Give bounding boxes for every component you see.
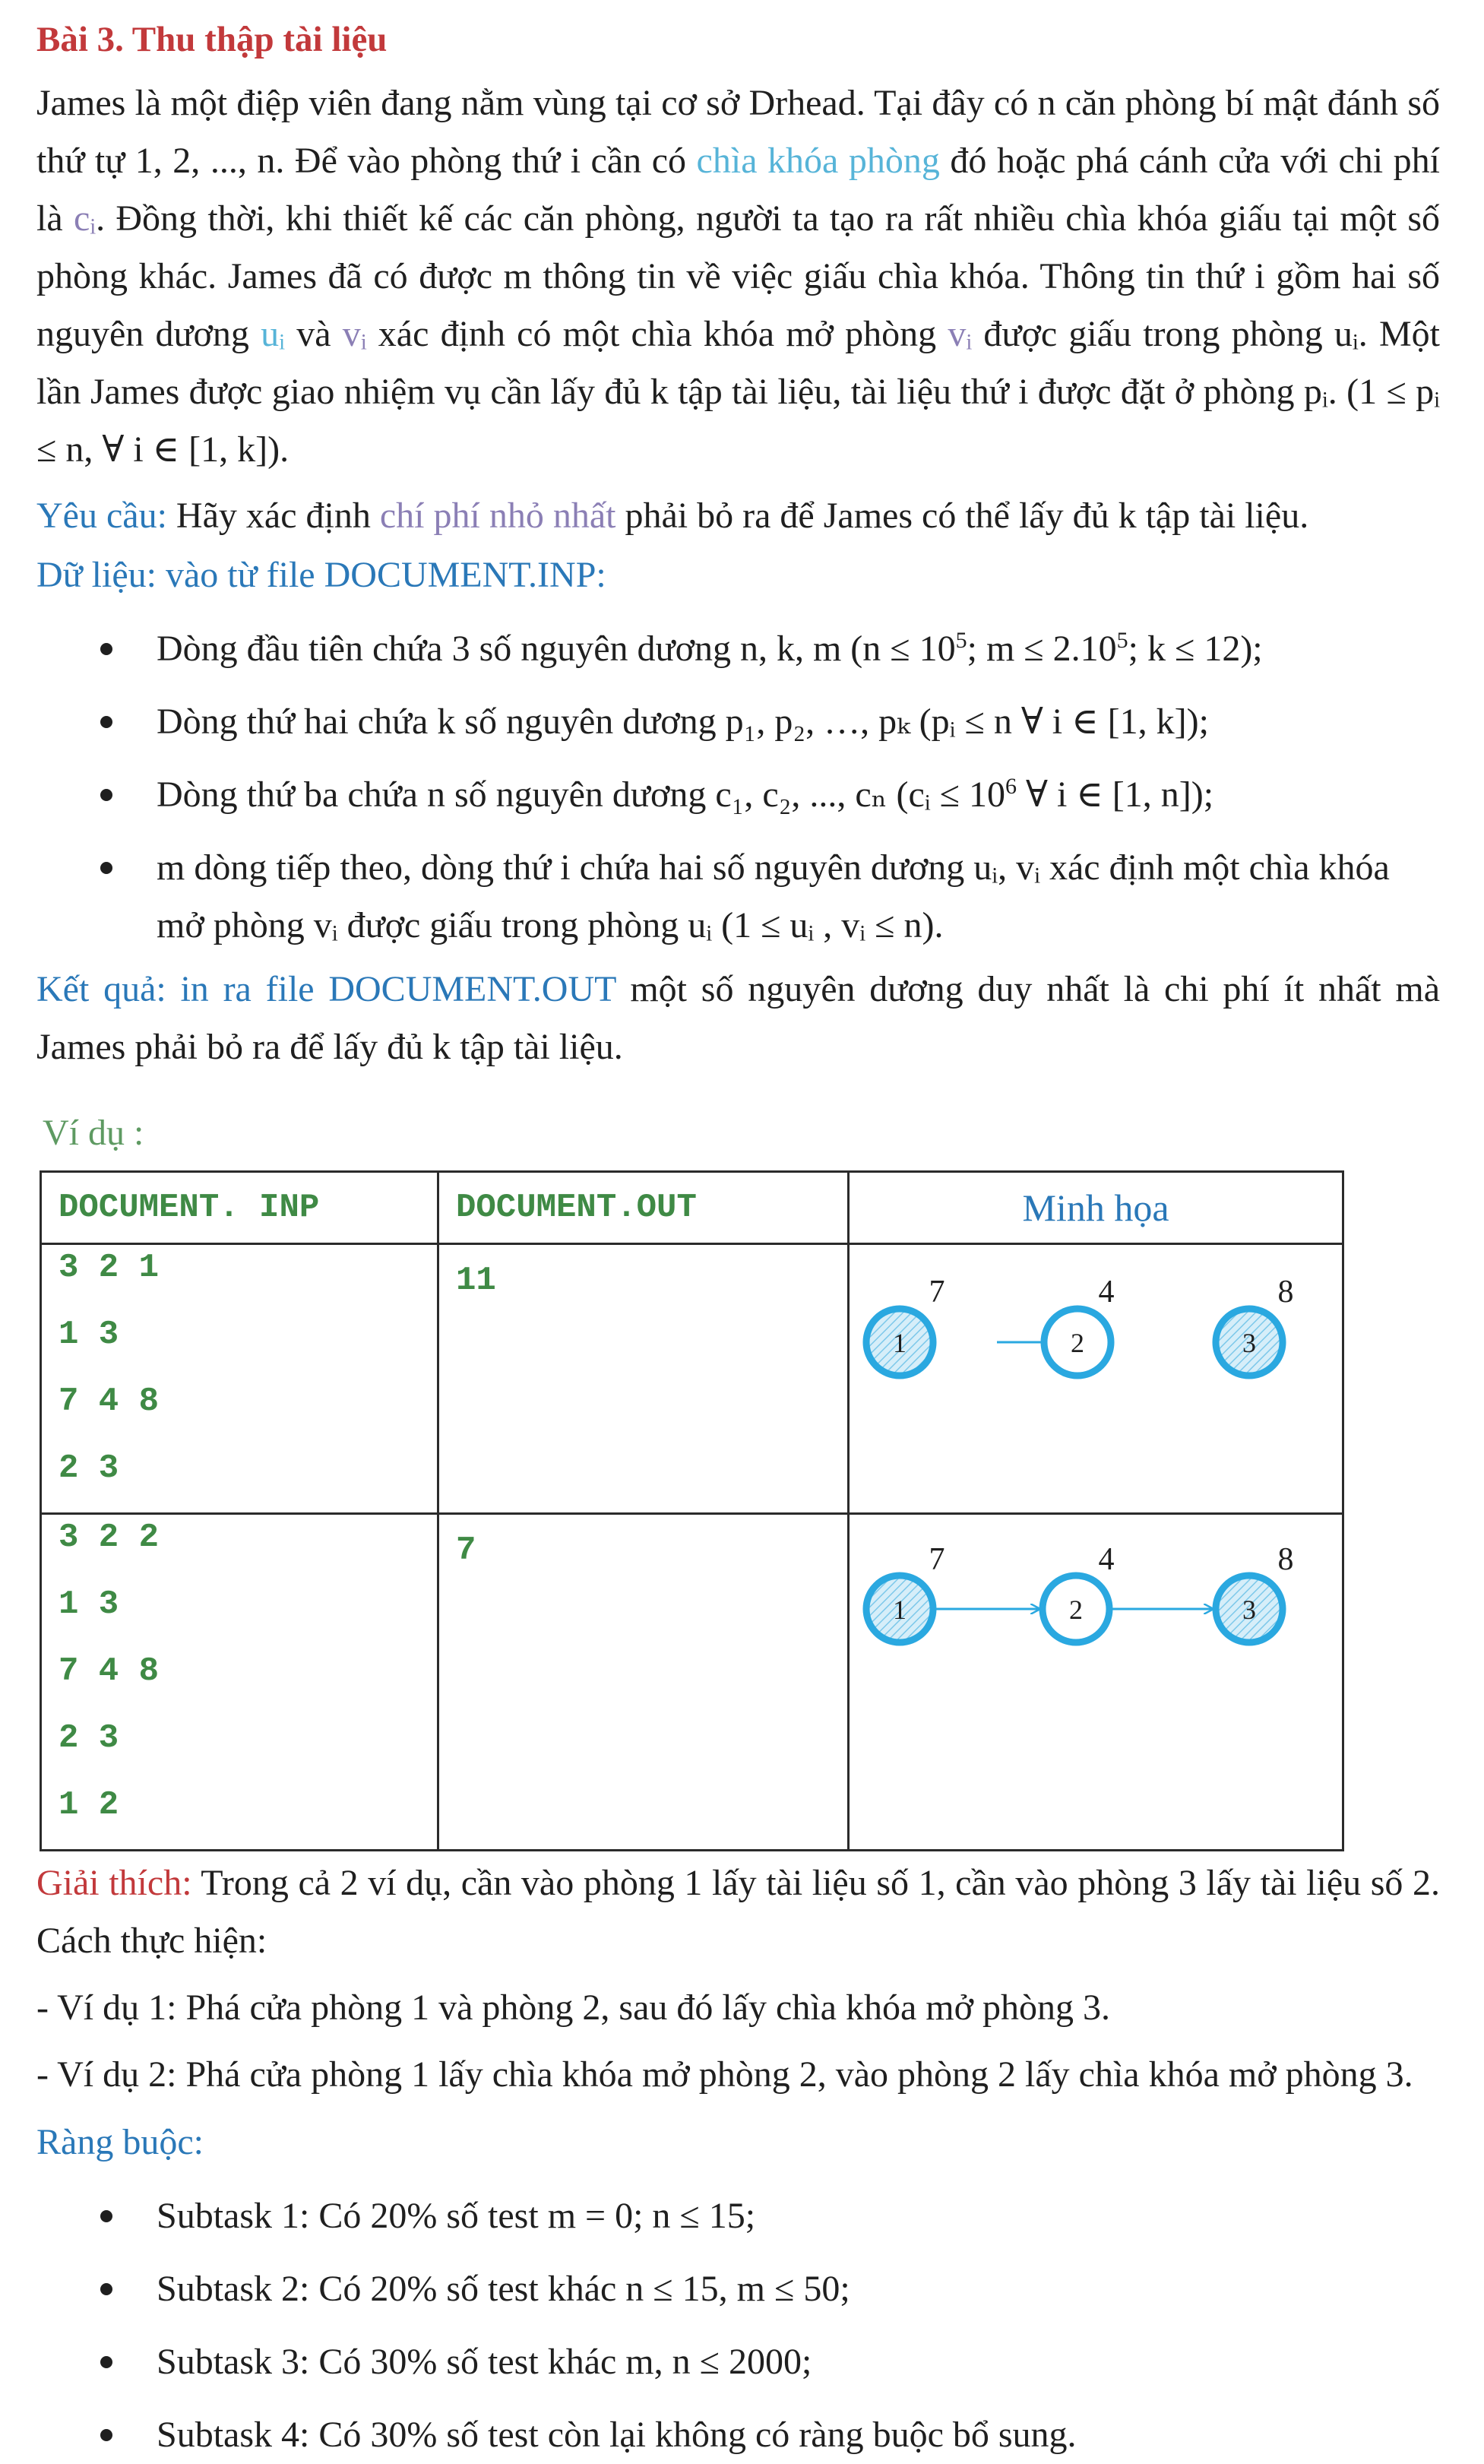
input-line: 3 2 2	[59, 1519, 160, 1557]
node-cost-label: 7	[929, 1542, 945, 1578]
node-cost-label: 7	[929, 1275, 945, 1310]
explanation: Giải thích: Trong cả 2 ví dụ, cần vào phòng 1 lấy tài liệu số 1, cần vào phòng 3 lấy tài liệu số 2. Cách thực hiện:	[36, 1863, 1441, 1962]
node-cost-label: 8	[1277, 1542, 1294, 1578]
input-line: 1 3	[59, 1316, 119, 1354]
input-spec-list	[36, 620, 1440, 955]
node-id-label: 3	[1242, 1595, 1256, 1626]
node-cost-label: 4	[1098, 1542, 1115, 1578]
list-item: Dòng đầu tiên chứa 3 số nguyên dương n, k, m ($n \le 10^5$; $m \le 2.10^5$; k ≤ 12);	[36, 620, 1440, 678]
example-table	[40, 1170, 1344, 1851]
node-id-label: 3	[1242, 1328, 1256, 1359]
node-cost-label: 4	[1098, 1275, 1115, 1310]
constraints-list	[36, 2187, 1440, 2464]
problem-statement: James là một điệp viên đang nằm vùng tại cơ sở Drhead. Tại đây có n căn phòng bí mật đánh số thứ tự 1, 2, ..., n. Để vào phòng thứ i cần có chìa khóa phòng đó hoặc phá cánh cửa với chi phí là cᵢ. Đồng thời, khi thiết kế các căn phòng, người ta tạo ra rất nhiều chìa khóa giấu tại một số phòng khác. James đã có được m thông tin về việc giấu chìa khóa. Thông tin thứ i gồm hai số nguyên dương uᵢ và vᵢ xác định có một chìa khóa mở phòng vᵢ được giấu trong phòng uᵢ. Một lần James được giao nhiệm vụ cần lấy đủ k tập tài liệu, tài liệu thứ i được đặt ở phòng pᵢ. (1 ≤ pᵢ ≤ n, ∀ i ∈ [1, k]).	[36, 83, 1441, 470]
header-output: DOCUMENT.OUT	[438, 1172, 849, 1244]
constraints-heading: Ràng buộc:	[36, 2122, 204, 2163]
input-line: 1 2	[59, 1786, 119, 1825]
example-2-input	[41, 1514, 438, 1851]
problem-title: Bài 3. Thu thập tài liệu	[36, 20, 388, 59]
input-line: 7 4 8	[59, 1382, 160, 1421]
explanation-example-1: - Ví dụ 1: Phá cửa phòng 1 và phòng 2, sau đó lấy chìa khóa mở phòng 3.	[36, 1987, 1110, 2029]
node-id-label: 1	[893, 1595, 907, 1626]
example-2-output: 7	[438, 1514, 849, 1851]
input-line: 2 3	[59, 1449, 119, 1488]
example-1-illustration	[849, 1244, 1343, 1514]
example-1-output: 11	[438, 1244, 849, 1514]
list-item: Subtask 2: Có 20% số test khác n ≤ 15, m ≤ 50;	[36, 2260, 1440, 2318]
list-item: Dòng thứ hai chứa k số nguyên dương p₁, p₂, …, pₖ (pᵢ ≤ n ∀ i ∈ [1, k]);	[36, 693, 1440, 751]
list-item: Subtask 1: Có 20% số test m = 0; n ≤ 15;	[36, 2187, 1440, 2245]
graph-1	[850, 1245, 1340, 1508]
list-item: Subtask 3: Có 30% số test khác m, n ≤ 2000;	[36, 2333, 1440, 2391]
node-id-label: 1	[893, 1328, 907, 1359]
input-line: 3 2 1	[59, 1249, 160, 1287]
node-cost-label: 8	[1277, 1275, 1294, 1310]
input-line: 7 4 8	[59, 1652, 160, 1691]
list-item: m dòng tiếp theo, dòng thứ i chứa hai số nguyên dương uᵢ, vᵢ xác định một chìa khóa mở phòng vᵢ được giấu trong phòng uᵢ (1 ≤ uᵢ , vᵢ ≤ n).	[36, 839, 1440, 955]
input-line: 2 3	[59, 1719, 119, 1758]
graph-2	[850, 1515, 1340, 1838]
example-label: Ví dụ :	[43, 1113, 144, 1154]
example-2-illustration	[849, 1514, 1343, 1851]
input-heading: Dữ liệu: vào từ file DOCUMENT.INP:	[36, 555, 606, 596]
header-illustration: Minh họa	[849, 1172, 1343, 1244]
list-item: Subtask 4: Có 30% số test còn lại không có ràng buộc bổ sung.	[36, 2406, 1440, 2464]
input-line: 1 3	[59, 1585, 119, 1624]
node-id-label: 2	[1069, 1595, 1083, 1626]
header-input: DOCUMENT. INP	[41, 1172, 438, 1244]
explanation-example-2: - Ví dụ 2: Phá cửa phòng 1 lấy chìa khóa mở phòng 2, vào phòng 2 lấy chìa khóa mở phòng 3.	[36, 2054, 1413, 2095]
node-id-label: 2	[1071, 1328, 1084, 1359]
requirement: Yêu cầu: Hãy xác định chí phí nhỏ nhất phải bỏ ra để James có thể lấy đủ k tập tài liệu.	[36, 496, 1309, 537]
list-item: Dòng thứ ba chứa n số nguyên dương c₁, c₂, ..., cₙ (cᵢ ≤ $10^6$ ∀ i ∈ [1, n]);	[36, 766, 1440, 824]
output-spec: Kết quả: in ra file DOCUMENT.OUT một số nguyên dương duy nhất là chi phí ít nhất mà James phải bỏ ra để lấy đủ k tập tài liệu.	[36, 969, 1440, 1068]
example-1-input	[41, 1244, 438, 1514]
